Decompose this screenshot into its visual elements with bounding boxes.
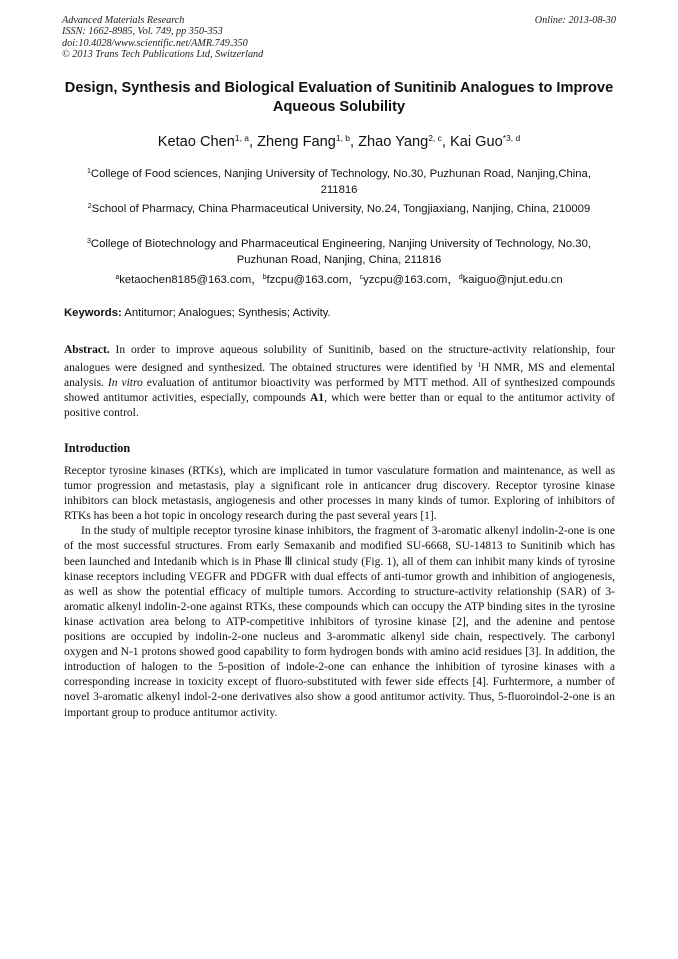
- journal-header: [62, 15, 616, 61]
- affiliation-2: $^2$School of Pharmacy, China Pharmaceutical University, No.24, Tongjiaxiang, Nanjing, China, 210009: [87, 203, 591, 215]
- affiliation-3: $^3$College of Biotechnology and Pharmaceutical Engineering, Nanjing University of Technology, No.30, Puzhunan Road, Nanjing, China, 211816: [87, 238, 591, 266]
- email-link[interactable]: fzcpu@163.com: [266, 274, 349, 286]
- author-emails: $^a$ketaochen8185@163.com，$^b$fzcpu@163.com，$^c$yzcpu@163.com，$^d$kaiguo@njut.edu.cn: [115, 274, 563, 286]
- email-link[interactable]: kaiguo@njut.edu.cn: [462, 274, 563, 286]
- paragraph: Receptor tyrosine kinases (RTKs), which are implicated in tumor vasculature formation and maintenance, as well as tumor progression and metastasis, play a significant role in anticancer drug discovery. Receptor tyrosine kinase inhibitors can block metastasis, angiogenesis and other processes in many kinds of tumor. Exploring of inhibitors of RTKs has been a hot topic in oncology research during the past several years [1].: [64, 465, 615, 523]
- journal-doi: doi:10.4028/www.scientific.net/AMR.749.350: [62, 37, 248, 49]
- keywords-text: Antitumor; Analogues; Synthesis; Activity.: [121, 307, 331, 319]
- email-link[interactable]: yzcpu@163.com: [363, 274, 448, 286]
- online-date: Online: 2013-08-30: [534, 15, 616, 26]
- introduction-body: [64, 464, 615, 721]
- compound-label: A1: [310, 392, 325, 405]
- author-affiliation-mark: 2, c: [428, 133, 442, 143]
- keywords: [64, 306, 616, 321]
- author-name: Zhao Yang: [358, 134, 429, 150]
- author-list: Ketao Chen$^{1, a}$, Zheng Fang$^{1, b}$, Zhao Yang$^{2, c}$, Kai Guo$^{*3, d}$: [157, 133, 521, 150]
- author-name: Ketao Chen: [157, 134, 235, 150]
- author-name: Kai Guo: [450, 134, 503, 150]
- section-heading-introduction: Introduction: [64, 441, 131, 455]
- author-affiliation-mark: 1, a: [234, 133, 250, 143]
- journal-name: Advanced Materials Research: [62, 15, 185, 26]
- author-affiliation-mark: 1, b: [335, 133, 351, 143]
- abstract-label: Abstract.: [64, 344, 110, 356]
- journal-copyright: © 2013 Trans Tech Publications Ltd, Switzerland: [62, 49, 264, 61]
- affiliation-1: $^1$College of Food sciences, Nanjing University of Technology, No.30, Puzhunan Road, Nanjing,China, 211816: [87, 168, 591, 196]
- author-name: Zheng Fang: [257, 134, 336, 150]
- keywords-label: Keywords:: [64, 307, 122, 319]
- abstract: Abstract. In order to improve aqueous solubility of Sunitinib, based on the structure-activity relationship, four analogues were designed and synthesized. The obtained structures were identified by $^1$H NMR, MS and elemental analysis. In vitro evaluation of antitumor bioactivity was performed by MTT method. All of synthesized compounds showed antitumor activities, especially, compounds A1, which were better than or equal to the antitumor activity of positive control.: [64, 344, 615, 420]
- email-link[interactable]: ketaochen8185@163.com: [119, 274, 252, 286]
- journal-issn: ISSN: 1662-8985, Vol. 749, pp 350-353: [62, 26, 223, 38]
- author-affiliation-mark: *3, d: [502, 133, 521, 143]
- paper-title: Design, Synthesis and Biological Evaluation of Sunitinib Analogues to Improve Aqueous Solubility: [64, 80, 614, 115]
- paragraph: In the study of multiple receptor tyrosine kinase inhibitors, the fragment of 3-aromatic alkenyl indolin-2-one is one of the most successful structures. From early Semaxanib and modified SU-6668, SU-14813 to Sunitinib which has been launched and Intedanib which is in Phase Ⅲ clinical study (Fig. 1), all of them can inhibit many kinds of tyrosine kinase receptors including VEGFR and PDGFR with dual effects of anti-tumor growth and inhibition of angiogenesis, as well as show the potential efficacy of multiple tumors. According to structure-activity relationship (SAR) of 3-aromatic alkenyl indolin-2-one against RTKs, these compounds which can occupy the ATP binding sites in the tyrosine kinase activation area belong to ATP-competitive inhibitors of tyrosine kinase [2], and the adenine and pentose positions are occupied by indolin-2-one nucleus and 3-arommatic alkenyl side chain, respectively. The carbonyl oxygen and N-1 protons showed good capability to form hydrogen bonds with amino acid residues [3]. In addition, the introduction of halogen to the 5-position of indole-2-one can enhance the inhibition of tyrosine kinases with a corresponding increase in toxicity except of fluoro-substituted with fewer side effects [4]. Furhtermore, a number of novel 3-aromatic alkenyl indol-2-one derivatives also show a good antitumor activity. Thus, 5-fluoroindol-2-one is an important group to produce antitumor activity.: [64, 525, 615, 719]
